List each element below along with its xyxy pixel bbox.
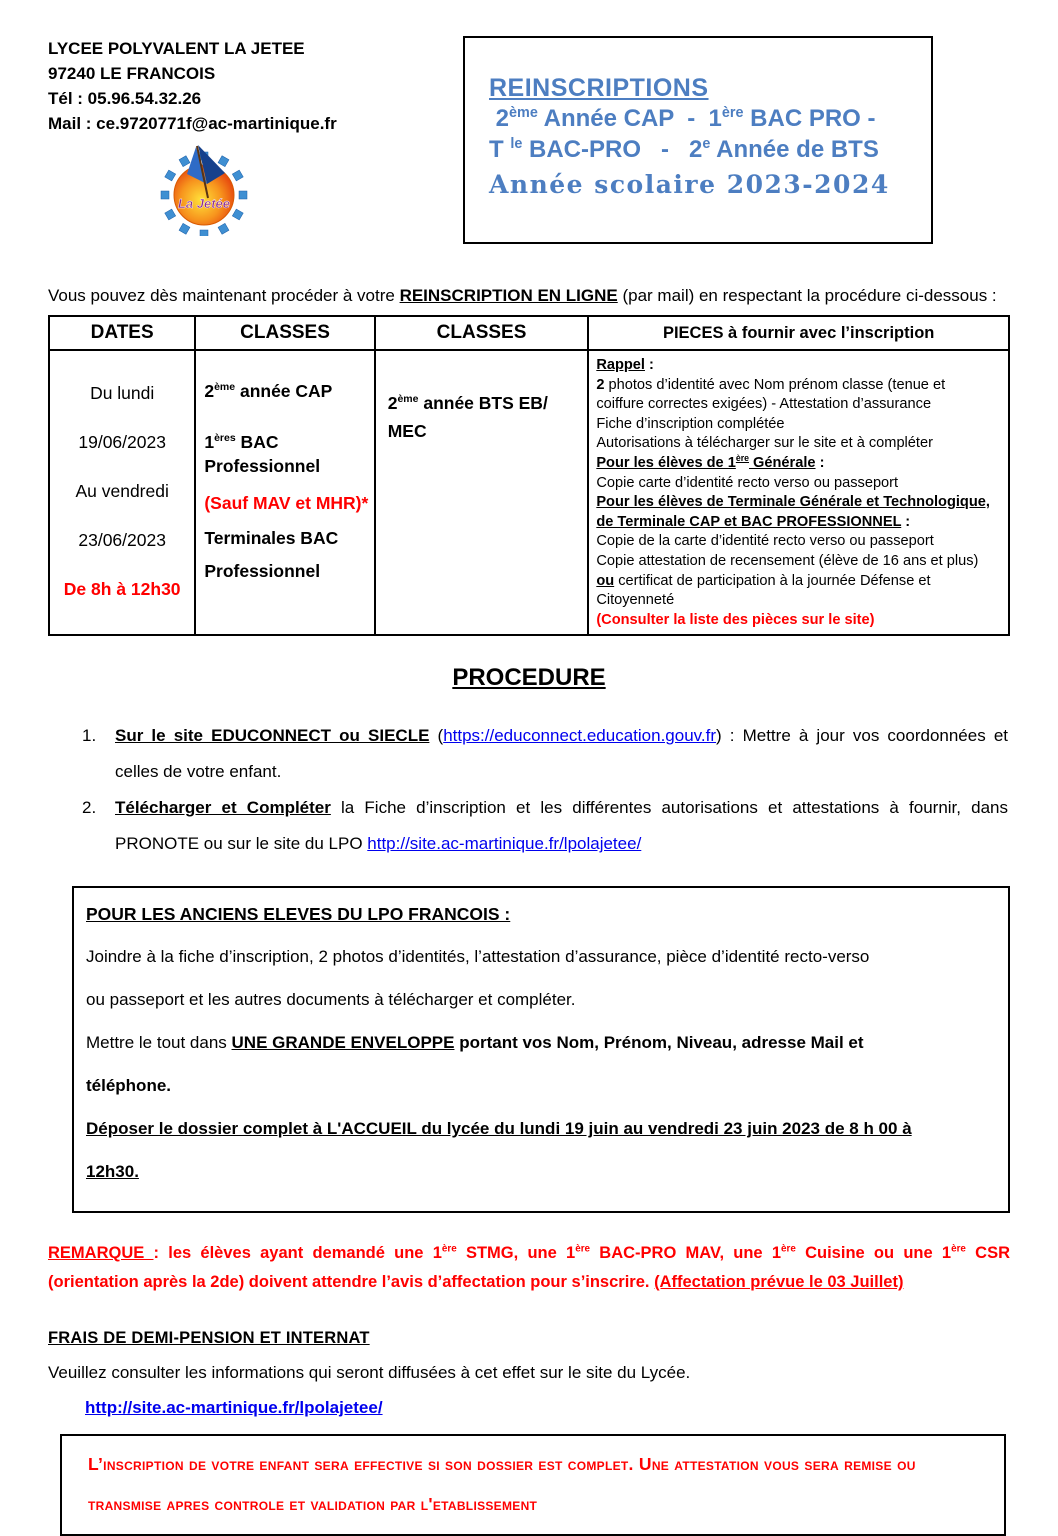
table-header-dates: DATES bbox=[49, 316, 195, 350]
text-line: MEC bbox=[387, 421, 427, 441]
table-header-pieces: PIECES à fournir avec l’inscription bbox=[588, 316, 1009, 350]
procedure-item-1 bbox=[48, 718, 1010, 790]
school-address: 97240 LE FRANCOIS bbox=[48, 64, 216, 83]
text-line: Professionnel bbox=[204, 561, 321, 581]
text-line: Au vendredi bbox=[75, 481, 169, 501]
procedure-list bbox=[48, 718, 1010, 862]
banner-year: Année scolaire 2023-2024 bbox=[489, 170, 890, 199]
school-logo bbox=[160, 144, 248, 236]
text-line: ou passeport et les autres documents à télécharger et compléter. bbox=[86, 990, 576, 1010]
text-line: 1ères BAC bbox=[204, 432, 279, 452]
school-name: LYCEE POLYVALENT LA JETEE bbox=[48, 39, 305, 58]
cell-classes-cap-bac bbox=[195, 350, 374, 635]
text-line: (Consulter la liste des pièces sur le site) bbox=[596, 611, 875, 628]
table-header-row bbox=[49, 316, 1009, 350]
school-logo-icon bbox=[160, 144, 248, 236]
item-text: Sur le site EDUCONNECT ou SIECLE (https://educonnect.education.gouv.fr) : Mettre à jour vos coordonnées et celles de votre enfant. bbox=[115, 726, 1008, 782]
text-line: 12h30. bbox=[86, 1162, 139, 1182]
text-line: Copie de la carte d’identité recto verso ou passeport bbox=[596, 533, 934, 550]
school-phone: Tél : 05.96.54.32.26 bbox=[48, 89, 202, 108]
classes-table bbox=[48, 315, 1010, 636]
text-line: 19/06/2023 bbox=[78, 432, 166, 452]
item-number: 2. bbox=[82, 798, 97, 818]
text-line: De 8h à 12h30 bbox=[63, 579, 181, 599]
text-line: 2ème année CAP bbox=[204, 381, 333, 401]
remarque-paragraph: REMARQUE : les élèves ayant demandé une 1ère STMG, une 1ère BAC-PRO MAV, une 1ère Cuisine ou une 1ère CSR (orientation après la 2de) doivent attendre l’avis d’affectation pour s’inscrire. (Affectation prévue le 03 Juillet) bbox=[48, 1243, 1010, 1292]
text-line: Du lundi bbox=[90, 383, 155, 403]
table-header-classes-2: CLASSES bbox=[375, 316, 589, 350]
cell-classes-bts bbox=[375, 350, 589, 635]
text-line: Terminales BAC bbox=[204, 528, 339, 548]
site-link[interactable]: http://site.ac-martinique.fr/lpolajetee/ bbox=[85, 1398, 383, 1418]
text-line: de Terminale CAP et BAC PROFESSIONNEL : bbox=[596, 513, 911, 530]
table-body-row bbox=[49, 350, 1009, 635]
cell-dates bbox=[49, 350, 195, 635]
text-line: Copie carte d’identité recto verso ou passeport bbox=[596, 474, 899, 491]
text-line: POUR LES ANCIENS ELEVES DU LPO FRANCOIS : bbox=[86, 904, 511, 925]
procedure-title: PROCEDURE bbox=[452, 664, 606, 692]
banner-title: REINSCRIPTIONS bbox=[489, 74, 709, 102]
document-header bbox=[48, 36, 1010, 258]
item-text: Télécharger et Compléter la Fiche d’inscription et les différentes autorisations et attestations à fournir, dans PRONOTE ou sur le site du LPO http://site.ac-martinique.fr/lpolajetee/ bbox=[115, 798, 1009, 854]
text-line: Mettre le tout dans UNE GRANDE ENVELOPPE portant vos Nom, Prénom, Niveau, adresse Mail et bbox=[86, 1033, 864, 1053]
text-line: Professionnel bbox=[204, 456, 321, 476]
text-line: ou certificat de participation à la journée Défense et bbox=[596, 572, 931, 589]
text-line: téléphone. bbox=[86, 1076, 172, 1096]
text-line: Déposer le dossier complet à L'ACCUEIL du lycée du lundi 19 juin au vendredi 23 juin 2023 de 8 h 00 à bbox=[86, 1119, 912, 1139]
inline-link[interactable]: https://educonnect.education.gouv.fr bbox=[443, 726, 717, 746]
frais-heading: FRAIS DE DEMI-PENSION ET INTERNAT bbox=[48, 1329, 370, 1348]
reinscriptions-banner bbox=[463, 36, 933, 244]
text-line: 2 photos d’identité avec Nom prénom classe (tenue et bbox=[596, 376, 946, 393]
text-line: Autorisations à télécharger sur le site et à compléter bbox=[596, 435, 933, 452]
text-line: Citoyenneté bbox=[596, 592, 675, 609]
item-number: 1. bbox=[82, 726, 97, 746]
footer-notice-box bbox=[60, 1434, 1006, 1536]
text-line: Copie attestation de recensement (élève de 16 ans et plus) bbox=[596, 552, 979, 569]
table-header-classes-1: CLASSES bbox=[195, 316, 374, 350]
text-line: coiffure correctes exigées) - Attestation d’assurance bbox=[596, 396, 932, 413]
text-line: Pour les élèves de 1ère Générale : bbox=[596, 453, 825, 471]
cell-pieces bbox=[588, 350, 1009, 635]
frais-text: Veuillez consulter les informations qui seront diffusées à cet effet sur le site du Lycée. bbox=[48, 1363, 691, 1383]
school-mail: Mail : ce.9720771f@ac-martinique.fr bbox=[48, 114, 337, 133]
text-line: Pour les élèves de Terminale Générale et Technologique, bbox=[596, 494, 990, 511]
banner-line-3: T $^{le}$ BAC-PRO - 2e Année de BTS bbox=[489, 136, 879, 163]
procedure-item-2 bbox=[48, 790, 1010, 862]
text-line: Joindre à la fiche d’inscription, 2 photos d’identités, l’attestation d’assurance, pièce d’identité recto-verso bbox=[86, 947, 870, 967]
anciens-eleves-box bbox=[72, 886, 1010, 1213]
inline-link[interactable]: http://site.ac-martinique.fr/lpolajetee/ bbox=[367, 834, 642, 854]
banner-line-2: 2ème Année CAP - 1ère BAC PRO - bbox=[489, 105, 876, 132]
logo-text: La Jetée bbox=[177, 196, 231, 211]
text-line: Fiche d’inscription complétée bbox=[596, 415, 785, 432]
footer-notice-text: L’inscription de votre enfant sera effective si son dossier est complet. Une attestation vous sera remise ou transmise apres controle et validation par l'etablissement bbox=[88, 1454, 916, 1515]
text-line: (Sauf MAV et MHR)* bbox=[204, 493, 369, 513]
text-line: 2ème année BTS EB/ bbox=[387, 393, 548, 413]
text-line: Rappel : bbox=[596, 357, 654, 373]
text-line: 23/06/2023 bbox=[78, 530, 166, 550]
intro-paragraph: Vous pouvez dès maintenant procéder à votre REINSCRIPTION EN LIGNE (par mail) en respectant la procédure ci-dessous : bbox=[48, 286, 997, 305]
